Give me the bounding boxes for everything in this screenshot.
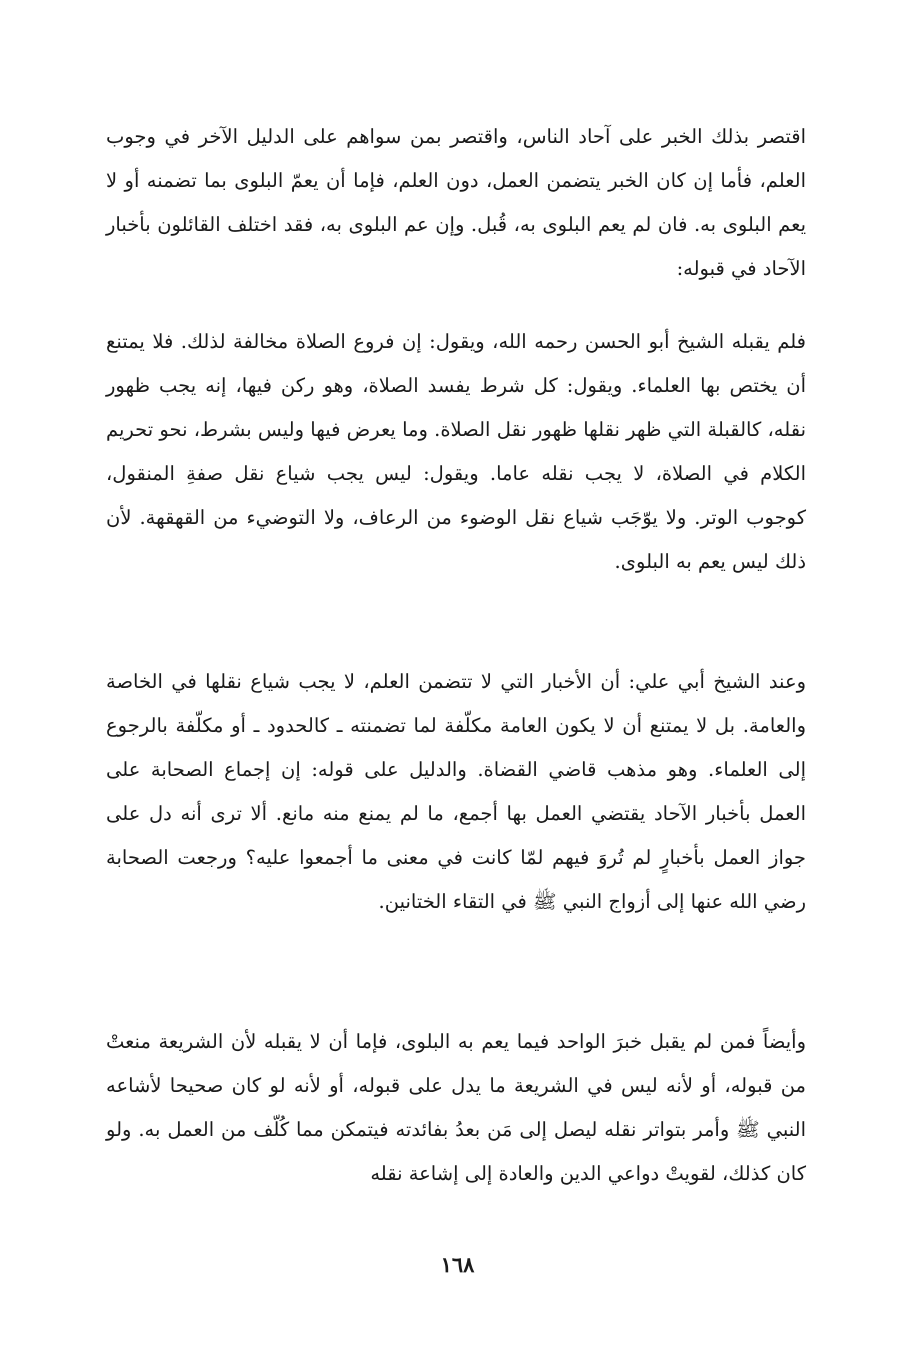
page-number: ١٦٨ (440, 1252, 475, 1277)
paragraph-3: وعند الشيخ أبي علي: أن الأخبار التي لا تتضمن العلم، لا يجب شياع نقلها في الخاصة والعامة. بل لا يمتنع أن لا يكون العامة مكلّفة لما تضمنته ـ كالحدود ـ أو مكلّفة بالرجوع إلى العلماء. وهو مذهب قاضي القضاة. والدليل على قوله: إن إجماع الصحابة على العمل بأخبار الآحاد يقتضي العمل بها أجمع، ما لم يمنع منه مانع. ألا ترى أنه دل على جواز العمل بأخبارٍ لم تُروَ فيهم لمّا كانت في معنى ما أجمعوا عليه؟ ورجعت الصحابة رضي الله عنها إلى أزواج النبي ﷺ في التقاء الختانين. (106, 669, 806, 913)
paragraph-1: اقتصر بذلك الخبر على آحاد الناس، واقتصر بمن سواهم على الدليل الآخر في وجوب العلم، فأما إن كان الخبر يتضمن العمل، دون العلم، فإما أن يعمّ البلوى بما تضمنه أو لا يعم البلوى به. فان لم يعم البلوى به، قُبل. وإن عم البلوى به، فقد اختلف القائلون بأخبار الآحاد في قبوله: (106, 124, 806, 280)
paragraph-4: وأيضاً فمن لم يقبل خبرَ الواحد فيما يعم به البلوى، فإما أن لا يقبله لأن الشريعة منعتْ من قبوله، أو لأنه ليس في الشريعة ما يدل على قبوله، أو لأنه لو كان صحيحا لأشاعه النبي ﷺ وأمر بتواتر نقله ليصل إلى مَن بعدُ بفائدته فيتمكن مما كُلّف من العمل به. ولو كان كذلك، لقويتْ دواعي الدين والعادة إلى إشاعة نقله (106, 1029, 806, 1185)
paragraph-2: فلم يقبله الشيخ أبو الحسن رحمه الله، ويقول: إن فروع الصلاة مخالفة لذلك. فلا يمتنع أن يختص بها العلماء. ويقول: كل شرط يفسد الصلاة، وهو ركن فيها، إنه يجب ظهور نقله، كالقبلة التي ظهر نقلها ظهور نقل الصلاة. وما يعرض فيها وليس بشرط، نحو تحريم الكلام في الصلاة، لا يجب نقله عاما. ويقول: ليس يجب شياع نقل صفةِ المنقول، كوجوب الوتر. ولا يوّجَب شياع نقل الوضوء من الرعاف، ولا التوضيء من القهقهة. لأن ذلك ليس يعم به البلوى. (106, 329, 806, 573)
